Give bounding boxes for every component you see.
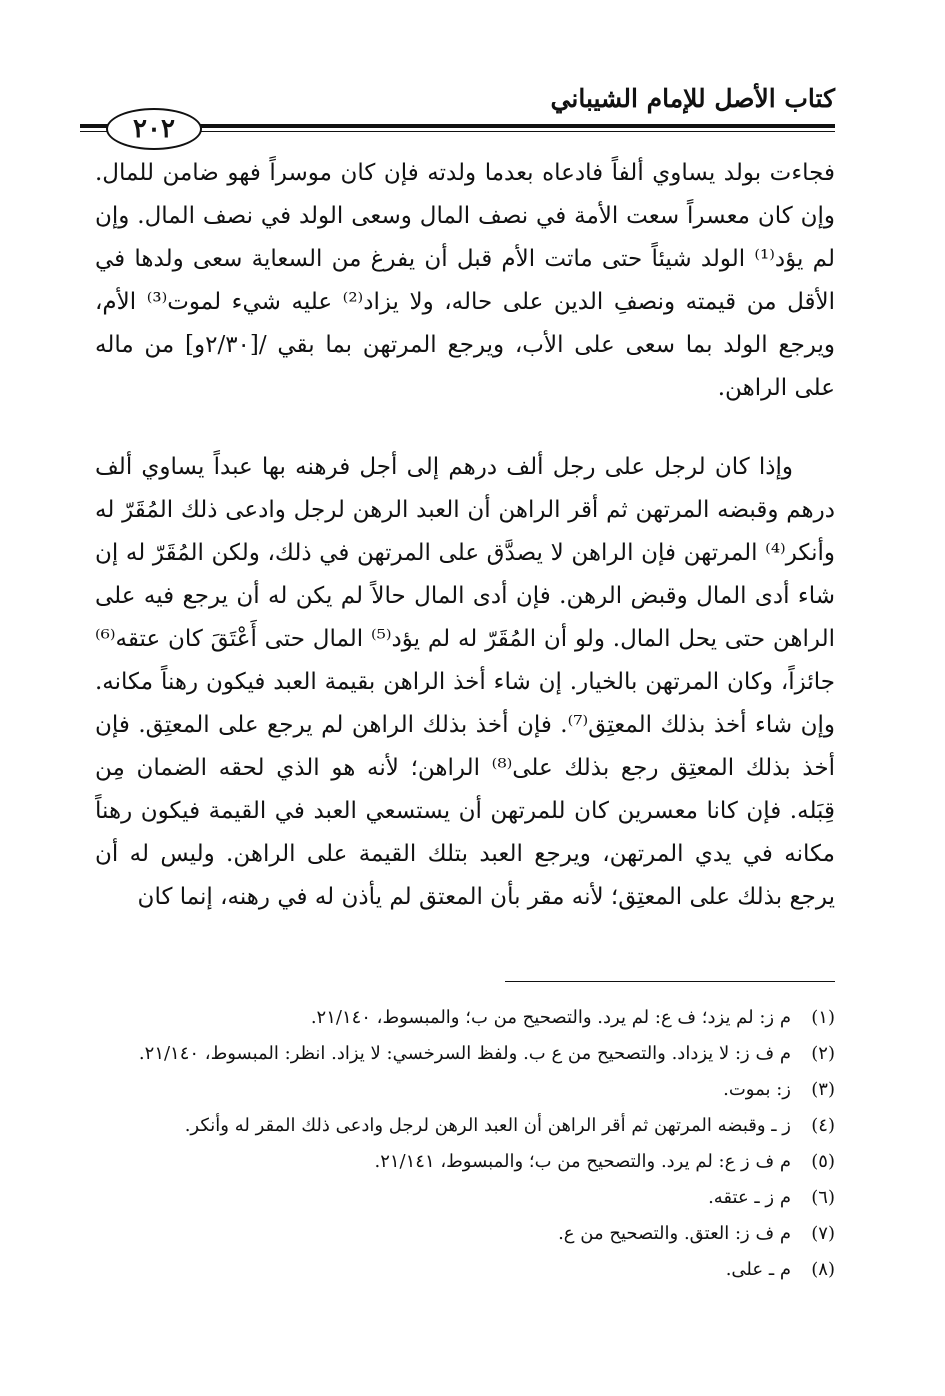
footnote-text: م ف ز: لا يزداد. والتصحيح من ع ب. ولفظ السرخسي: لا يزاد. انظر: المبسوط، ٢١/١٤٠. xyxy=(138,1043,791,1064)
footnote-number: (٣) xyxy=(811,1079,835,1100)
footnote-text: م ز: لم يزد؛ ف ع: لم يرد. والتصحيح من ب؛ والمبسوط، ٢١/١٤٠. xyxy=(310,1007,791,1028)
footnote-text: م ز ـ عتقه. xyxy=(708,1187,791,1208)
running-title: كتاب الأصل للإمام الشيباني xyxy=(550,84,835,113)
footnote-number: (٨) xyxy=(811,1259,835,1280)
footnote xyxy=(95,1216,835,1252)
footnote xyxy=(95,1108,835,1144)
footnote-number: (٦) xyxy=(811,1187,835,1208)
footnote-text: ز: بموت. xyxy=(723,1079,791,1100)
footnote xyxy=(95,1144,835,1180)
page-number: ٢٠٢ xyxy=(106,108,202,150)
footnote xyxy=(95,1072,835,1108)
footnote-text: م ف ز: العتق. والتصحيح من ع. xyxy=(558,1223,791,1244)
footnote-number: (١) xyxy=(811,1007,835,1028)
footnote-text: ز ـ وقبضه المرتهن ثم أقر الراهن أن العبد الرهن لرجل وادعى ذلك المقر له وأنكر. xyxy=(184,1115,791,1136)
main-text xyxy=(95,152,835,919)
footnote xyxy=(95,1000,835,1036)
footnote-separator xyxy=(505,981,835,982)
footnote-text: م ـ على. xyxy=(725,1259,791,1280)
footnote xyxy=(95,1252,835,1288)
footnote xyxy=(95,1036,835,1072)
footnote-number: (٤) xyxy=(811,1115,835,1136)
footnote-number: (٥) xyxy=(811,1151,835,1172)
footnote-number: (٢) xyxy=(811,1043,835,1064)
footnote-number: (٧) xyxy=(811,1223,835,1244)
footnote-text: م ف ز ع: لم يرد. والتصحيح من ب؛ والمبسوط، ٢١/١٤١. xyxy=(374,1151,791,1172)
paragraph: فجاءت بولد يساوي ألفاً فادعاه بعدما ولدته فإن كان موسراً فهو ضامن للمال. وإن كان معسراً سعت الأمة في نصف المال وسعى الولد في نصف المال. وإن لم يؤد⁽¹⁾ الولد شيئاً حتى ماتت الأم قبل أن يفرغ من السعاية سعى ولدها في الأقل من قيمته ونصفِ الدين على حاله، ولا يزاد⁽²⁾ عليه شيء لموت⁽³⁾ الأم، ويرجع الولد بما سعى على الأب، ويرجع المرتهن بما بقي /[٢/٣٠و] من ماله على الراهن. xyxy=(95,160,836,401)
paragraph: وإذا كان لرجل على رجل ألف درهم إلى أجل فرهنه بها عبداً يساوي ألف درهم وقبضه المرتهن ثم أقر الراهن أن العبد الرهن لرجل وادعى ذلك المُقَرّ له وأنكر⁽⁴⁾ المرتهن فإن الراهن لا يصدَّق على المرتهن في ذلك، ولكن المُقَرّ له إن شاء أدى المال وقبض الرهن. فإن أدى المال حالاً لم يكن له أن يرجع فيه على الراهن حتى يحل المال. ولو أن المُقَرّ له لم يؤد⁽⁵⁾ المال حتى أَعْتَقَ كان عتقه⁽⁶⁾ جائزاً، وكان المرتهن بالخيار. إن شاء أخذ الراهن بقيمة العبد فيكون رهناً مكانه. وإن شاء أخذ بذلك المعتِق⁽⁷⁾. فإن أخذ بذلك الراهن لم يرجع على المعتِق. فإن أخذ بذلك المعتِق رجع بذلك على⁽⁸⁾ الراهن؛ لأنه هو الذي لحقه الضمان مِن قِبَله. فإن كانا معسرين كان للمرتهن أن يستسعي العبد في القيمة فيكون رهناً مكانه في يدي المرتهن، ويرجع العبد بتلك القيمة على الراهن. وليس له أن يرجع بذلك على المعتِق؛ لأنه مقر بأن المعتق لم يأذن له في رهنه، إنما كان xyxy=(95,454,836,910)
footnotes xyxy=(95,1000,835,1288)
footnote xyxy=(95,1180,835,1216)
